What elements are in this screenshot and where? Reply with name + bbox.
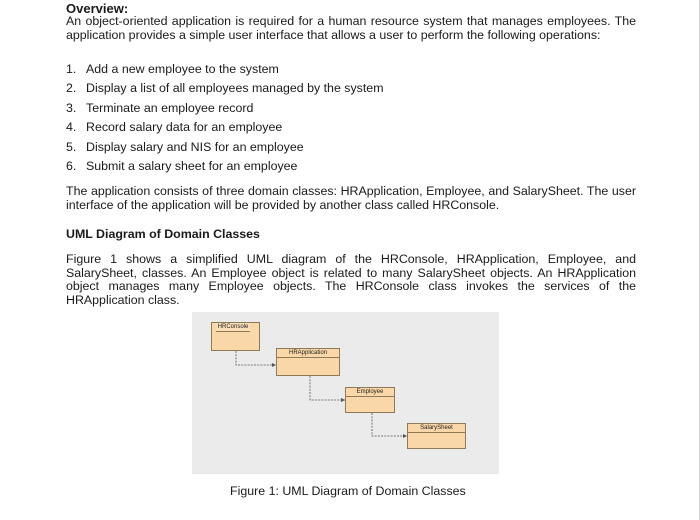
uml-class-label: Employee	[346, 388, 394, 397]
figure-caption: Figure 1: UML Diagram of Domain Classes	[230, 484, 466, 498]
employee-to-salarysheet-connector	[372, 413, 407, 436]
list-item: 5. Display salary and NIS for an employee	[66, 139, 304, 154]
uml-description-paragraph: Figure 1 shows a simplified UML diagram of the HRConsole, HRApplication, Employee, and SalarySheet, classes. An Employee object is related to many SalarySheet objects. An HRApplication object manages many Employee objects. The HRConsole class invokes the services of the HRApplication class.	[66, 252, 636, 307]
operations-list	[66, 62, 384, 178]
console-to-application-connector	[236, 351, 276, 365]
uml-diagram-figure	[192, 312, 499, 474]
uml-class-salarysheet	[407, 423, 466, 449]
uml-section-title: UML Diagram of Domain Classes	[66, 227, 260, 241]
application-to-employee-connector	[310, 376, 345, 400]
list-item: 4. Record salary data for an employee	[66, 120, 283, 135]
overview-intro: An object-oriented application is required for a human resource system that manages employees. The application provides a simple user interface that allows a user to perform the following operations:	[66, 14, 636, 42]
uml-class-label: HRApplication	[277, 349, 339, 358]
list-item: 6. Submit a salary sheet for an employee	[66, 158, 298, 173]
list-item: 3. Terminate an employee record	[66, 100, 254, 115]
list-item: 2. Display a list of all employees managed by the system	[66, 81, 384, 96]
uml-class-label: SalarySheet	[408, 424, 465, 433]
overview-heading: Overview:	[66, 1, 129, 16]
uml-class-label: HRConsole	[217, 324, 249, 330]
uml-class-employee	[345, 387, 395, 413]
uml-class-hrapplication	[276, 348, 340, 376]
uml-class-hrconsole	[211, 322, 260, 351]
domain-classes-paragraph: The application consists of three domain classes: HRApplication, Employee, and SalarySheet. The user interface of the application will be provided by another class called HRConsole.	[66, 184, 636, 212]
list-item: 1. Add a new employee to the system	[66, 62, 279, 76]
